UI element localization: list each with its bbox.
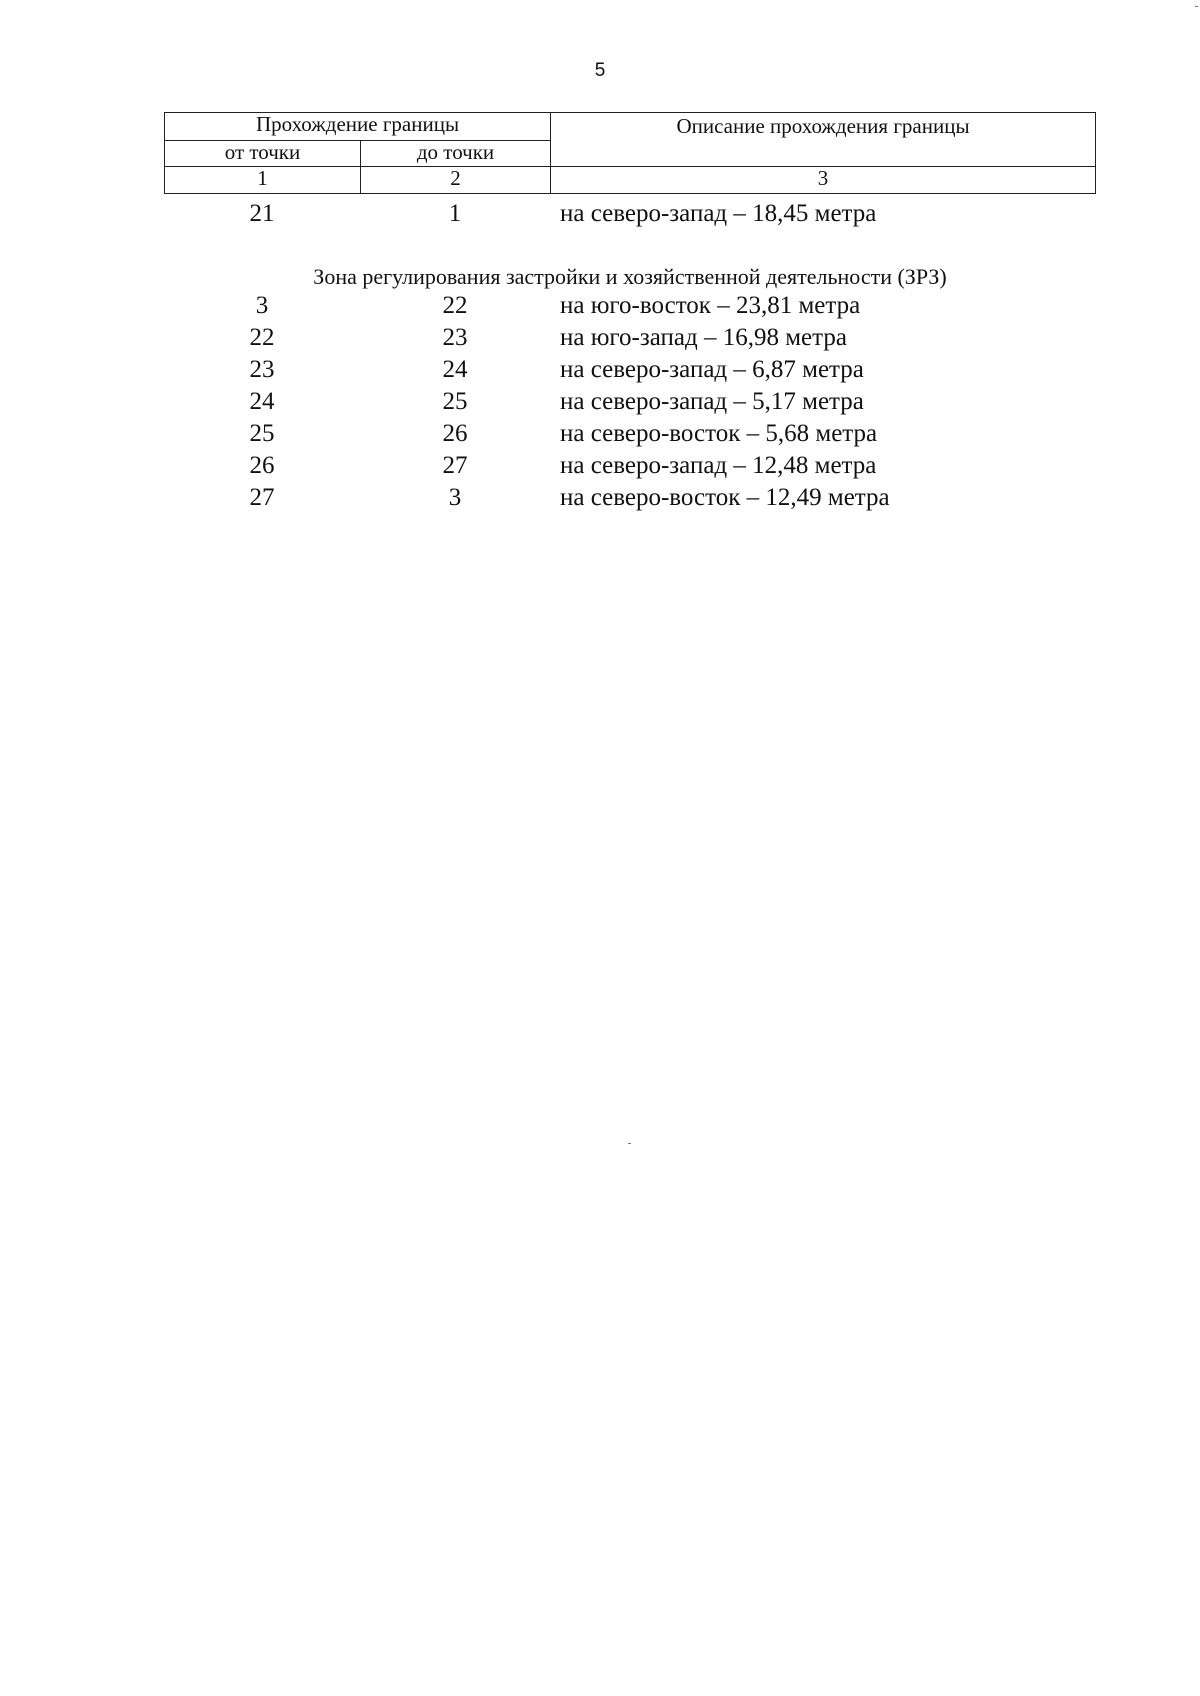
from-point: 23 [249,356,275,383]
table-row [164,450,1096,482]
boundary-description: на северо-восток – 12,49 метра [560,484,890,511]
to-point: 25 [442,388,468,415]
from-point: 25 [249,420,275,447]
boundary-description: на юго-восток – 23,81 метра [560,292,861,319]
from-point: 3 [255,292,269,319]
boundary-description: на северо-восток – 5,68 метра [560,420,878,447]
to-point: 22 [442,292,468,319]
scan-speck [628,1143,631,1144]
table-row [164,386,1096,418]
zone-title: Зона регулирования застройки и хозяйственной деятельности (ЗРЗ) [313,264,947,289]
table-row [164,354,1096,386]
boundary-description: на северо-запад – 5,17 метра [560,388,864,415]
to-point: 26 [442,420,468,447]
column-number-1: 1 [165,167,361,194]
from-point: 22 [249,324,275,351]
to-point: 1 [448,200,462,227]
table-row [164,198,1096,230]
column-number-2: 2 [361,167,551,194]
boundary-table-header [164,112,1096,194]
boundary-description: на северо-запад – 18,45 метра [560,200,877,227]
to-point: 3 [448,484,462,511]
from-point: 21 [249,200,275,227]
table-row [164,322,1096,354]
from-point: 27 [249,484,275,511]
header-boundary-description: Описание прохождения границы [551,113,1096,167]
table-row [164,418,1096,450]
header-boundary-passage: Прохождение границы [165,113,551,141]
to-point: 27 [442,452,468,479]
header-from-point: от точки [165,141,361,167]
scan-speck [1195,6,1198,7]
from-point: 26 [249,452,275,479]
boundary-description: на северо-запад – 12,48 метра [560,452,877,479]
to-point: 23 [442,324,468,351]
table-row [164,482,1096,514]
column-number-3: 3 [551,167,1096,194]
page-number: 5 [594,60,606,81]
header-to-point: до точки [361,141,551,167]
section1-rows [164,198,1096,230]
boundary-description: на северо-запад – 6,87 метра [560,356,864,383]
boundary-description: на юго-запад – 16,98 метра [560,324,847,351]
to-point: 24 [442,356,468,383]
from-point: 24 [249,388,275,415]
table-row [164,290,1096,322]
section2-rows [164,290,1096,514]
